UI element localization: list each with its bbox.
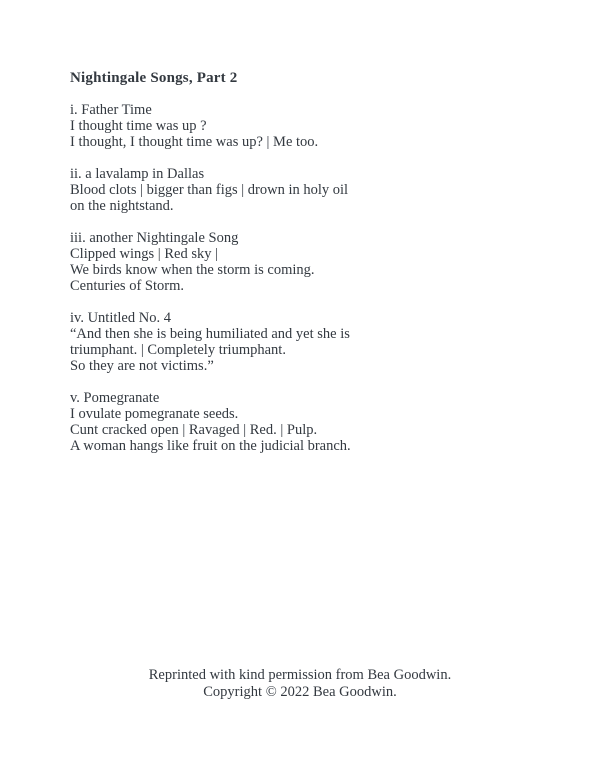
poem-line: I ovulate pomegranate seeds. [70, 406, 239, 422]
poem-line: “And then she is being humiliated and yet she is [70, 326, 350, 342]
poem-line: I thought time was up ? [70, 118, 207, 134]
poem-line: Blood clots | bigger than figs | drown in holy oil [70, 182, 349, 198]
poem-line: ii. a lavalamp in Dallas [70, 166, 205, 182]
poem-line: We birds know when the storm is coming. [70, 262, 315, 278]
poem-line: triumphant. | Completely triumphant. [70, 342, 286, 358]
poem-content [70, 70, 560, 454]
poem-line: on the nightstand. [70, 198, 174, 214]
attribution-footer [0, 667, 600, 701]
copyright-line: Copyright © 2022 Bea Goodwin. [203, 684, 397, 700]
poem-line: iv. Untitled No. 4 [70, 310, 171, 326]
poem-line: v. Pomegranate [70, 390, 160, 406]
stanza-pomegranate [70, 390, 560, 454]
poem-line: Cunt cracked open | Ravaged | Red. | Pulp. [70, 422, 318, 438]
poem-line: Centuries of Storm. [70, 278, 184, 294]
poem-line: iii. another Nightingale Song [70, 230, 239, 246]
poem-line: I thought, I thought time was up? | Me too. [70, 134, 319, 150]
stanza-lavalamp-in-dallas [70, 166, 560, 214]
page-title: Nightingale Songs, Part 2 [70, 70, 238, 86]
stanza-untitled-no-4 [70, 310, 560, 374]
stanza-another-nightingale-song [70, 230, 560, 294]
poem-line: A woman hangs like fruit on the judicial branch. [70, 438, 351, 454]
poem-line: So they are not victims.” [70, 358, 214, 374]
poem-line: Clipped wings | Red sky | [70, 246, 218, 262]
poem-line: i. Father Time [70, 102, 152, 118]
permission-line: Reprinted with kind permission from Bea Goodwin. [148, 667, 452, 683]
stanza-father-time [70, 102, 560, 150]
